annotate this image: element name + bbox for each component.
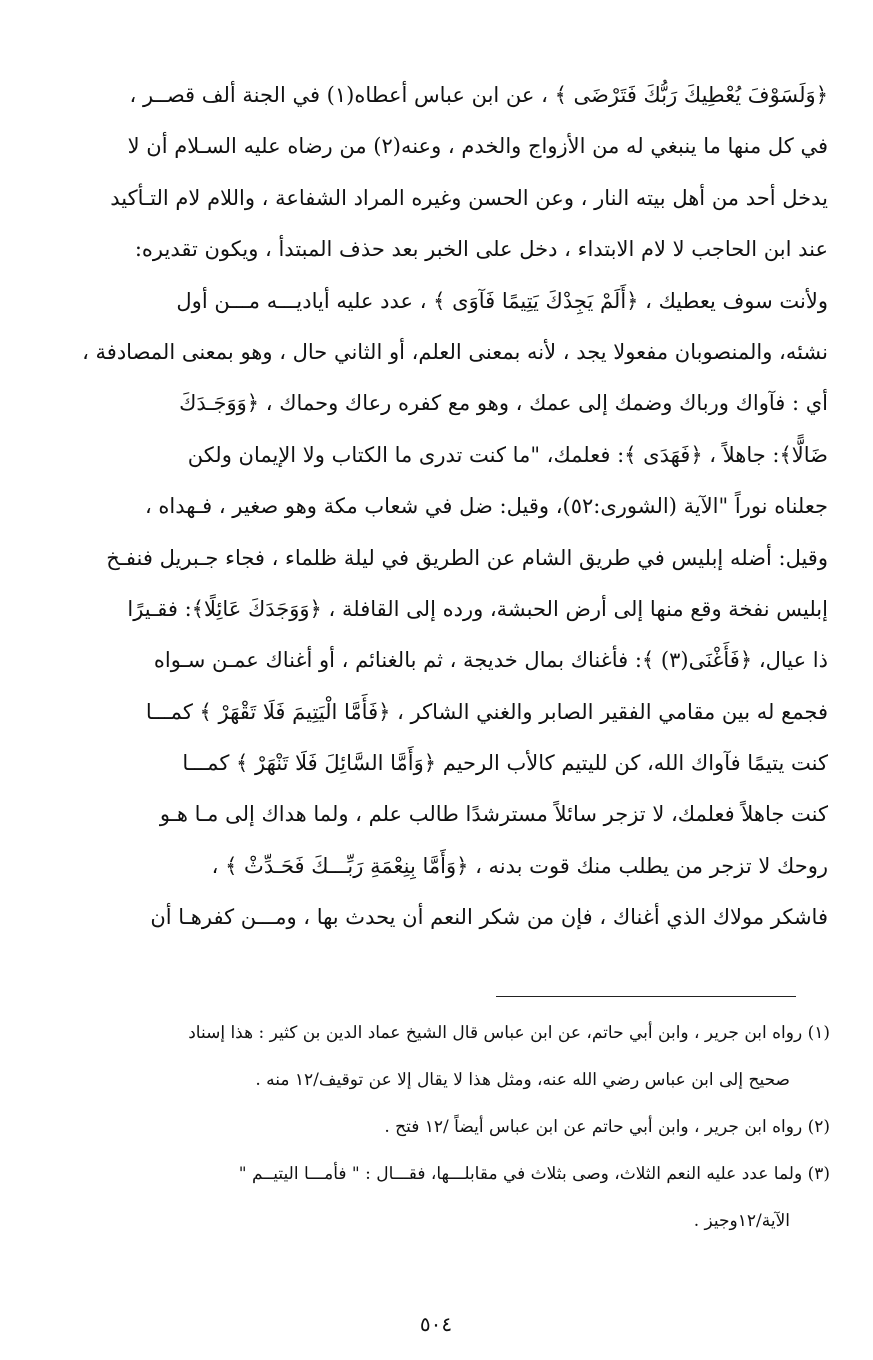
page-number: ٥٠٤ xyxy=(419,1312,453,1336)
footnote-divider xyxy=(496,996,796,997)
text-line: ﴿وَلَسَوْفَ يُعْطِيكَ رَبُّكَ فَتَرْضَى ﴾ ، عن ابن عباس أعطاه(١) في الجنة ألف قصــر ، xyxy=(129,83,828,107)
text-line: إبليس نفخة وقع منها إلى أرض الحبشة، ورده إلى القافلة ، ﴿وَوَجَدَكَ عَائِلًا﴾: فقـيرًا xyxy=(127,596,828,621)
footnote-1: (١) رواه ابن جرير ، وابن أبي حاتم، عن ابن عباس قال الشيخ عماد الدين بن كثير : هذا إسناد xyxy=(188,1023,830,1043)
text-line: ذا عيال، ﴿فَأَغْنَى(٣) ﴾: فأغناك بمال خديجة ، ثم بالغنائم ، أو أغناك عمـن سـواه xyxy=(153,648,828,673)
text-line: فجمع له بين مقامي الفقير الصابر والغني الشاكر ، ﴿فَأَمَّا الْيَتِيمَ فَلَا تَقْهَرْ ﴾ كمـــا xyxy=(145,699,828,724)
text-line: في كل منها ما ينبغي له من الأزواج والخدم ، وعنه(٢) من رضاه عليه السـلام أن لا xyxy=(127,134,828,159)
text-line: ضَالًّا﴾: جاهلاً ، ﴿فَهَدَى ﴾: فعلمك، "ما كنت تدرى ما الكتاب ولا الإيمان ولكن xyxy=(187,442,828,467)
text-line: ولأنت سوف يعطيك ، ﴿أَلَمْ يَجِدْكَ يَتِيمًا فَآوَى ﴾ ، عدد عليه أياديـــه مـــن أول xyxy=(176,288,828,313)
footnote-3-continued: الآية/١٢وجيز . xyxy=(693,1211,790,1231)
text-line: عند ابن الحاجب لا لام الابتداء ، دخل على الخبر بعد حذف المبتدأ ، ويكون تقديره: xyxy=(134,237,828,262)
text-line: نشئه، والمنصوبان مفعولا يجد ، لأنه بمعنى العلم، أو الثاني حال ، وهو بمعنى المصادفة ، xyxy=(82,339,828,364)
main-text-block xyxy=(42,70,828,944)
text-line: يدخل أحد من أهل بيته النار ، وعن الحسن وغيره المراد الشفاعة ، واللام لام التـأكيد xyxy=(110,185,828,210)
footnotes-block xyxy=(40,1010,830,1245)
text-line: جعلناه نوراً "الآية (الشورى:٥٢)، وقيل: ضل في شعاب مكة وهو صغير ، فـهداه ، xyxy=(144,494,828,519)
text-line: فاشكر مولاك الذي أغناك ، فإن من شكر النعم أن يحدث بها ، ومـــن كفرهـا أن xyxy=(150,905,828,930)
text-line: أي : فآواك ورباك وضمك إلى عمك ، وهو مع كفره رعاك وحماك ، ﴿وَوَجَـدَكَ xyxy=(179,391,828,416)
text-line: كنت جاهلاً فعلمك، لا تزجر سائلاً مسترشدًا طالب علم ، ولما هداك إلى مـا هـو xyxy=(159,802,828,827)
text-line: كنت يتيمًا فآواك الله، كن لليتيم كالأب الرحيم ﴿وَأَمَّا السَّائِلَ فَلَا تَنْهَرْ ﴾ كمـــا xyxy=(182,751,828,776)
footnote-3: (٣) ولما عدد عليه النعم الثلاث، وصى بثلاث في مقابلـــها، فقـــال : " فأمـــا اليتيــم " xyxy=(238,1164,830,1184)
footnote-1-continued: صحيح إلى ابن عباس رضي الله عنه، ومثل هذا لا يقال إلا عن توقيف/١٢ منه . xyxy=(255,1070,790,1090)
text-line: روحك لا تزجر من يطلب منك قوت بدنه ، ﴿وَأَمَّا بِنِعْمَةِ رَبِّـــكَ فَحَـدِّثْ ﴾ ، xyxy=(211,853,828,878)
text-line: وقيل: أضله إبليس في طريق الشام عن الطريق في ليلة ظلماء ، فجاء جـبريل فنفـخ xyxy=(106,545,828,570)
footnote-2: (٢) رواه ابن جرير ، وابن أبي حاتم عن ابن عباس أيضاً /١٢ فتح . xyxy=(384,1117,830,1137)
